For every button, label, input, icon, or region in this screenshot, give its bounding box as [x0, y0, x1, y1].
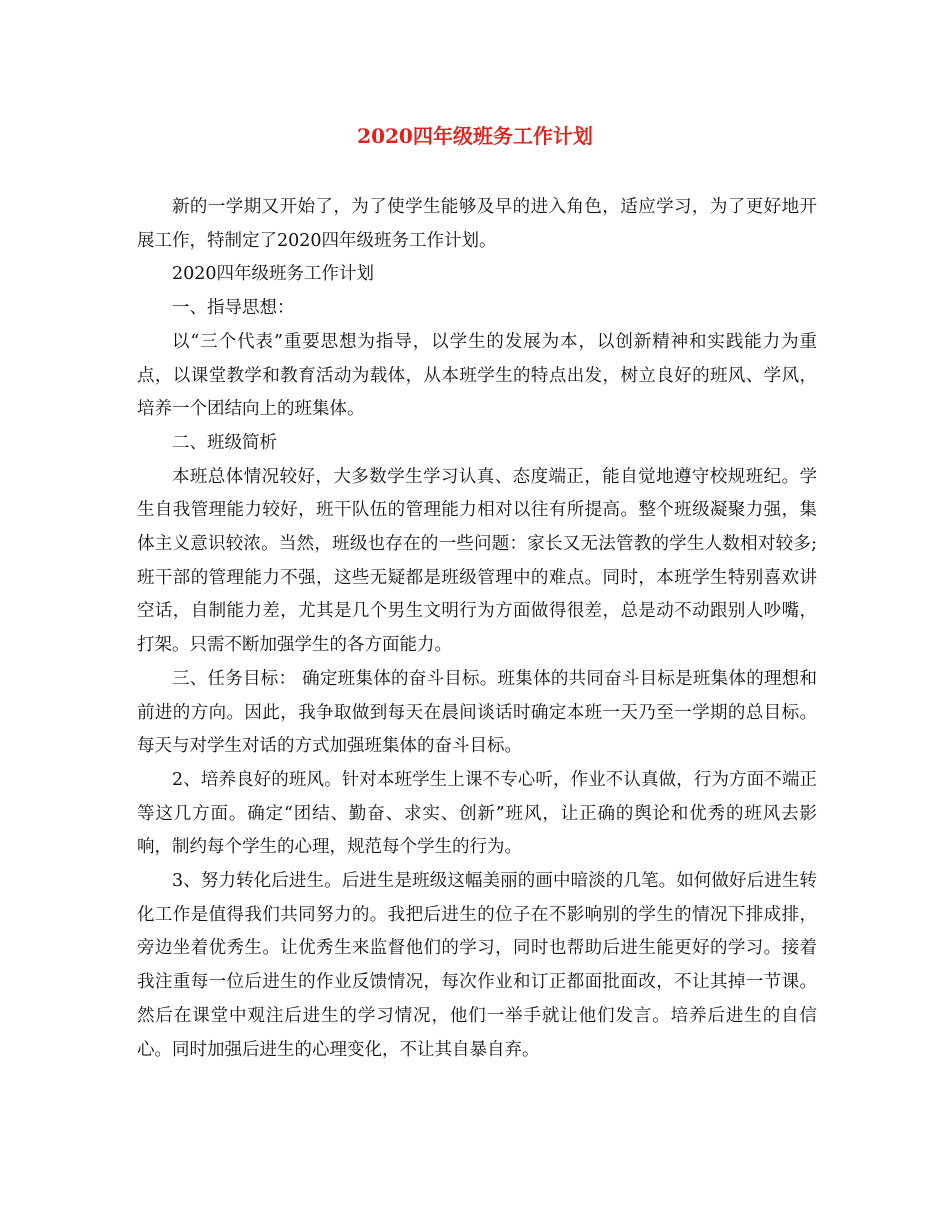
- paragraph-guiding-ideology: 以“三个代表”重要思想为指导，以学生的发展为本，以创新精神和实践能力为重点，以课堂教学和教育活动为载体，从本班学生的特点出发，树立良好的班风、学风，培养一个团结向上的班集体。: [137, 331, 817, 420]
- paragraph-intro: 新的一学期又开始了，为了使学生能够及早的进入角色，适应学习，为了更好地开展工作，特制定了2020四年级班务工作计划。: [137, 197, 817, 251]
- section-heading-guiding-ideology: 一、指导思想：: [172, 298, 295, 319]
- paragraph-class-analysis: 本班总体情况较好，大多数学生学习认真、态度端正，能自觉地遵守校规班纪。学生自我管理能力较好，班干队伍的管理能力相对以往有所提高。整个班级凝聚力强，集体主义意识较浓。当然，班级也存在的一些问题：家长又无法管教的学生人数相对较多;班干部的管理能力不强，这些无疑都是班级管理中的难点。同时，本班学生特别喜欢讲空话，自制能力差，尤其是几个男生文明行为方面做得很差，总是动不动跟别人吵嘴，打架。只需不断加强学生的各方面能力。: [137, 466, 817, 656]
- section-heading-class-analysis: 二、班级简析: [172, 432, 277, 453]
- document-title: 2020四年级班务工作计划: [357, 124, 593, 148]
- paragraph-task-goals: 三、任务目标： 确定班集体的奋斗目标。班集体的共同奋斗目标是班集体的理想和前进的方向。因此，我争取做到每天在晨间谈话时确定本班一天乃至一学期的总目标。每天与对学生对话的方式加强班集体的奋斗目标。: [137, 668, 817, 757]
- paragraph-class-spirit: 2、培养良好的班风。针对本班学生上课不专心听，作业不认真做，行为方面不端正等这几方面。确定“团结、勤奋、求实、创新”班风，让正确的舆论和优秀的班风去影响，制约每个学生的心理，规范每个学生的行为。: [137, 769, 817, 858]
- paragraph-subtitle: 2020四年级班务工作计划: [172, 264, 375, 285]
- paragraph-struggling-students: 3、努力转化后进生。后进生是班级这幅美丽的画中暗淡的几笔。如何做好后进生转化工作是值得我们共同努力的。我把后进生的位子在不影响别的学生的情况下排成排，旁边坐着优秀生。让优秀生来监督他们的学习，同时也帮助后进生能更好的学习。接着我注重每一位后进生的作业反馈情况，每次作业和订正都面批面改，不让其掉一节课。然后在课堂中观注后进生的学习情况，他们一举手就让他们发言。培养后进生的自信心。同时加强后进生的心理变化，不让其自暴自弃。: [137, 871, 817, 1060]
- document-body: [137, 191, 817, 1067]
